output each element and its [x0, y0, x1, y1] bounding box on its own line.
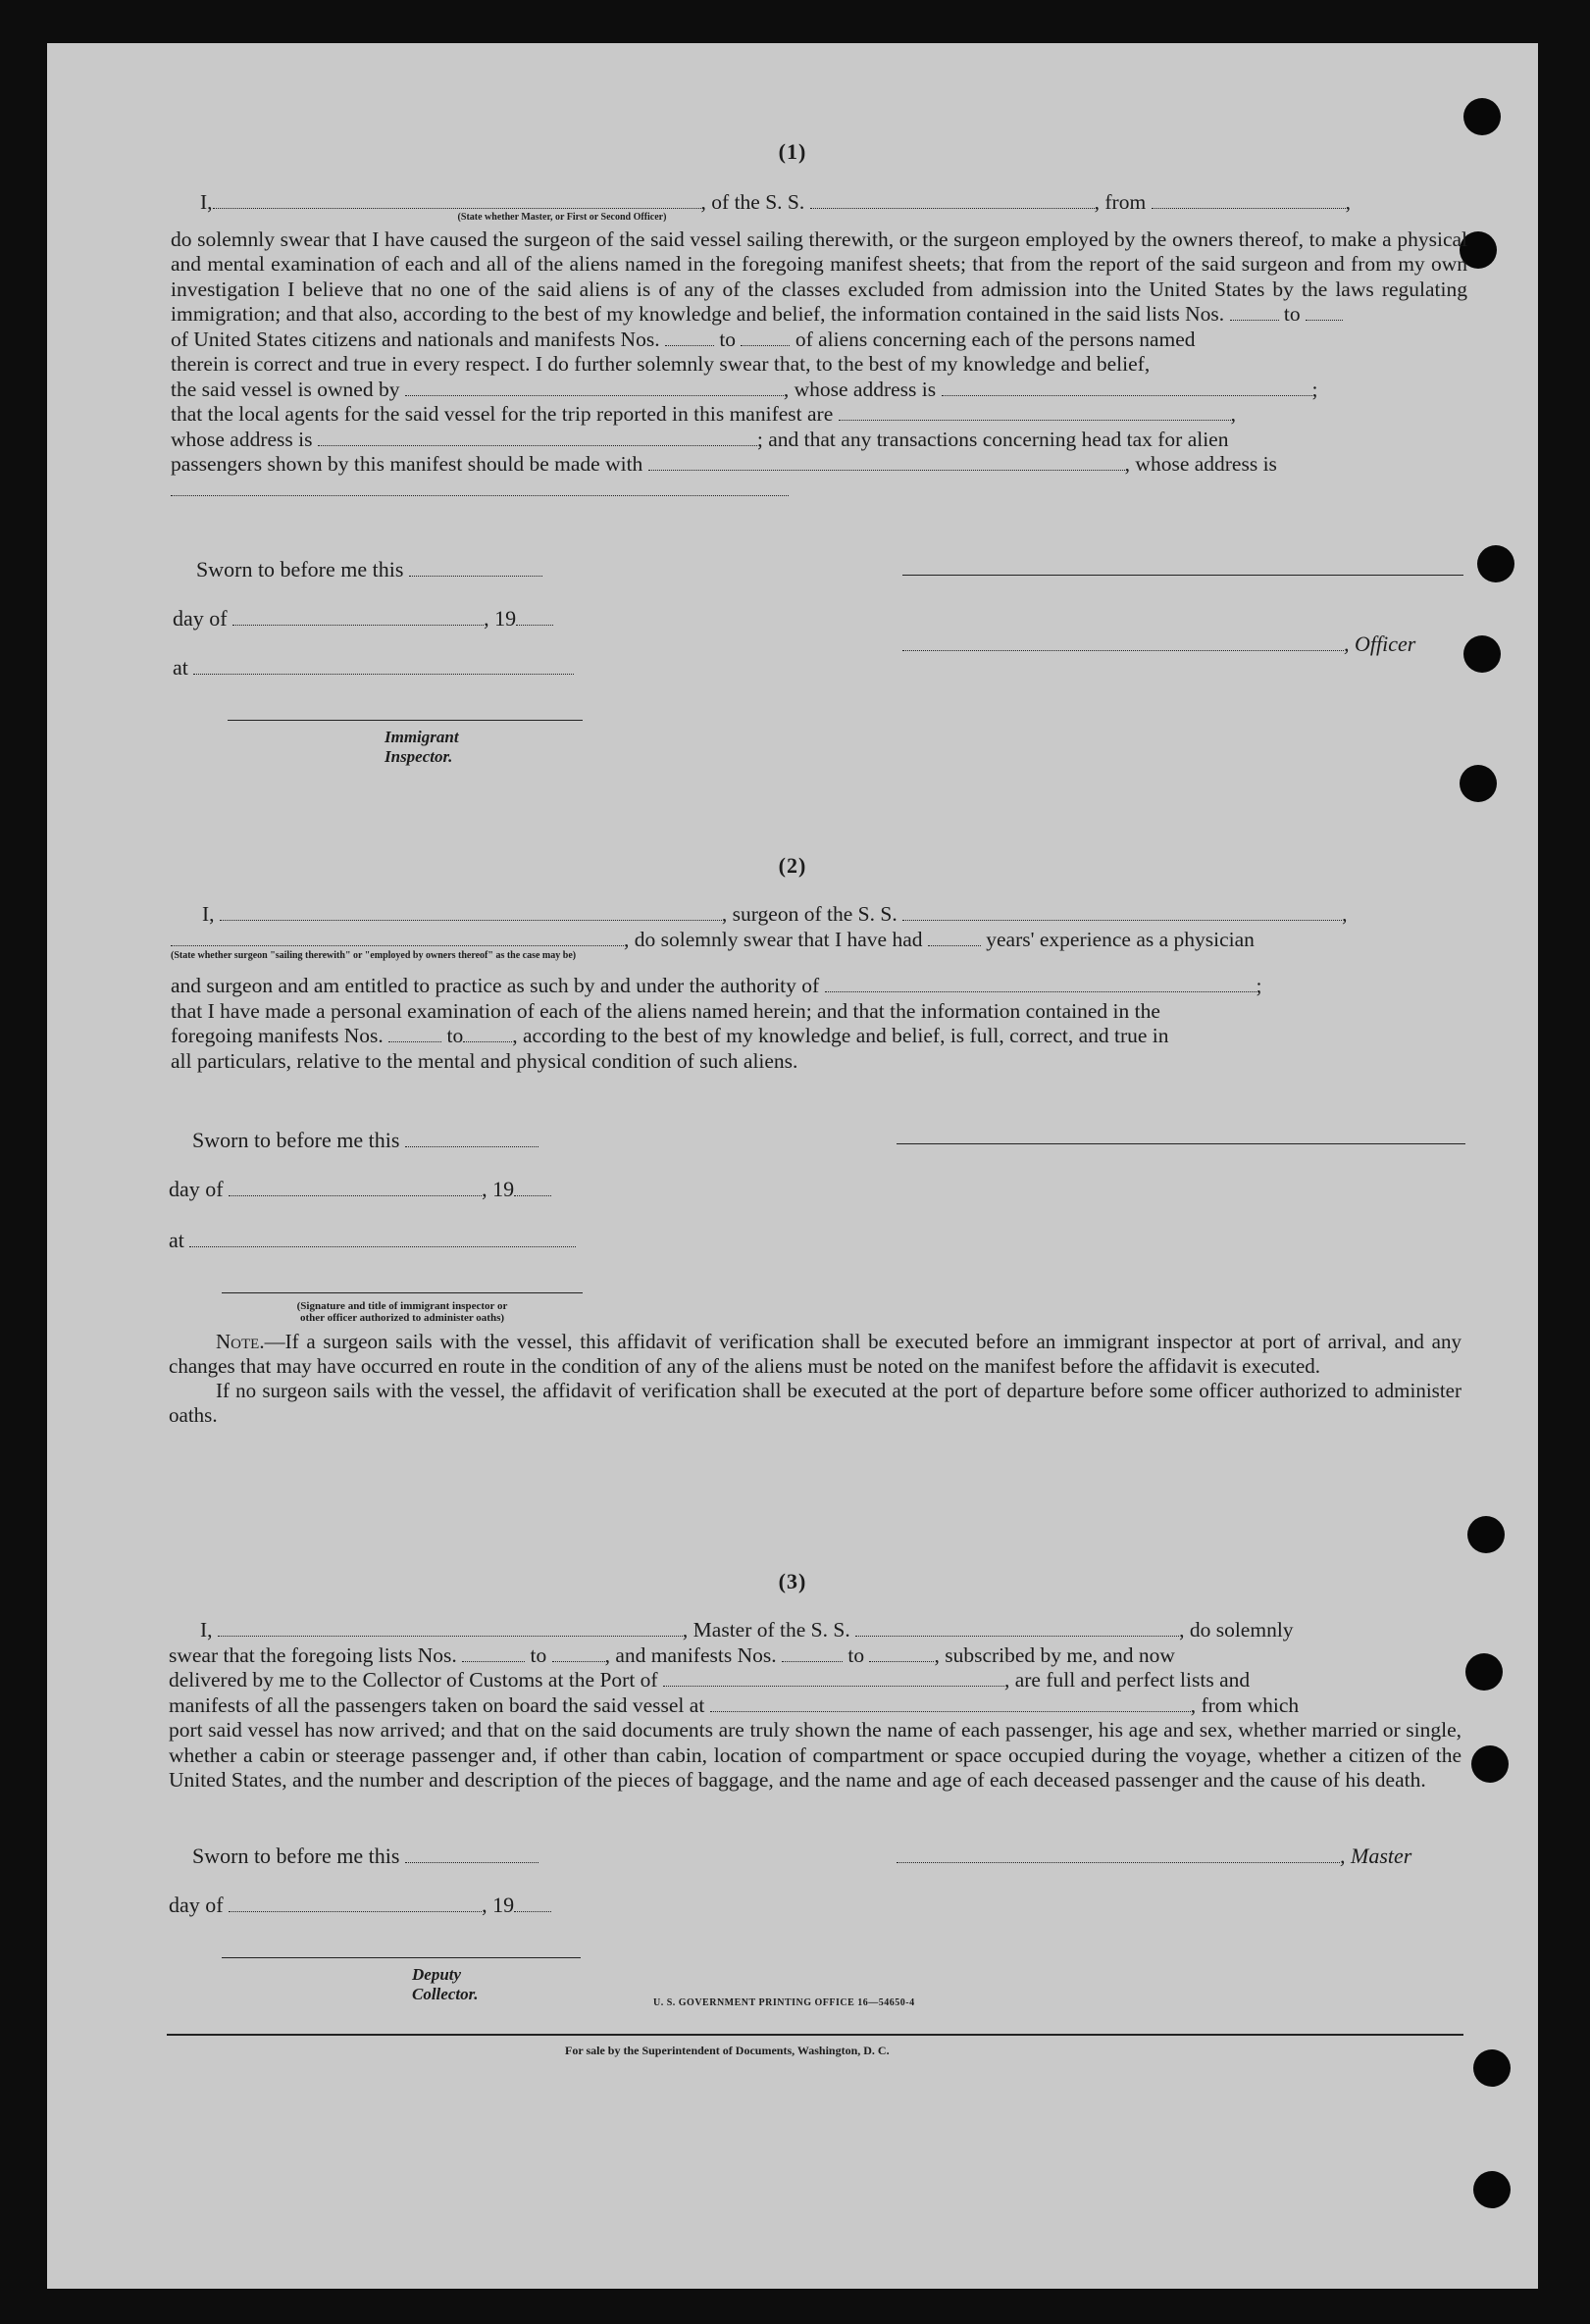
- section-number: (1): [778, 139, 807, 164]
- footer-rule: [167, 2034, 1463, 2036]
- us-citizens-text: of United States citizens and nationals and manifests Nos.: [171, 327, 660, 351]
- owned-by-label: the said vessel is owned by: [171, 377, 400, 401]
- from-which-text: , from which: [1190, 1692, 1300, 1717]
- signature-caption-line1: (Signature and title of immigrant inspector or: [296, 1300, 508, 1312]
- punch-hole: [1463, 635, 1501, 673]
- section3-paragraph: [169, 1618, 1462, 1794]
- local-agents-field[interactable]: [839, 403, 1231, 421]
- section-number: (2): [778, 853, 807, 878]
- punch-hole: [1477, 545, 1514, 582]
- lists-to-field[interactable]: [1306, 303, 1343, 321]
- according-text: , according to the best of my knowledge and belief, is full, correct, and true in: [512, 1024, 1169, 1047]
- punch-hole: [1473, 2171, 1511, 2208]
- at-label: at: [169, 1228, 184, 1252]
- surgeon-signature-line[interactable]: [897, 1143, 1465, 1144]
- section1-body: do solemnly swear that I have caused the surgeon of the said vessel sailing therewith, or the surgeon employed by the owners thereof, to make a physical and mental examination of each and all of the aliens named in the foregoing manifest sheets; that from the report of the said surgeon and from my own investigation I believe that no one of the said aliens is of any of the classes excluded from admission into the United States by the laws regulating immigration; and that also, according to the best of my knowledge and belief, the information contained in the said lists Nos.: [171, 227, 1467, 326]
- officer-caption: (State whether Master, or First or Second Officer): [457, 211, 667, 223]
- month-field[interactable]: [232, 608, 484, 626]
- at-label: at: [173, 655, 188, 680]
- day-of-label: day of: [169, 1177, 224, 1201]
- note-text-1: —If a surgeon sails with the vessel, this affidavit of verification shall be executed before an immigrant inspector at port of arrival, and any changes that may have occurred en route in the condition of any of the aliens must be noted on the manifest before the affidavit is executed.: [169, 1330, 1462, 1378]
- sworn-label: Sworn to before me this: [196, 557, 404, 581]
- inspector-signature-line[interactable]: [228, 720, 583, 721]
- surgeon-ship-field[interactable]: [902, 903, 1342, 921]
- authority-label: and surgeon and am entitled to practice as such by and under the authority of: [171, 974, 820, 997]
- to-label: to: [1283, 302, 1301, 326]
- owner-field[interactable]: [405, 379, 784, 396]
- examination-text: that I have made a personal examination of each of the aliens named herein; and that the information contained in the: [171, 998, 1160, 1023]
- swear-lists-label: swear that the foregoing lists Nos.: [169, 1642, 457, 1667]
- whose-address-label: , whose address is: [1124, 452, 1277, 476]
- and-manifests-label: , and manifests Nos.: [604, 1642, 777, 1667]
- master-name-field[interactable]: [218, 1619, 683, 1637]
- sworn-day-field[interactable]: [405, 1845, 539, 1863]
- master-of-label: , Master of the S. S.: [682, 1618, 850, 1642]
- port-field[interactable]: [663, 1669, 1004, 1687]
- for-sale-notice: For sale by the Superintendent of Documents, Washington, D. C.: [565, 2044, 890, 2057]
- whose-address-label: whose address is: [171, 427, 313, 451]
- document-page: [47, 43, 1538, 2289]
- sworn-label: Sworn to before me this: [192, 1844, 400, 1868]
- passengers-label: passengers shown by this manifest should be made with: [171, 452, 643, 476]
- month-field[interactable]: [229, 1895, 482, 1912]
- officer-title-field[interactable]: [902, 633, 1344, 651]
- gpo-imprint: U. S. GOVERNMENT PRINTING OFFICE 16—54650-4: [653, 1997, 915, 2008]
- to-label: to: [446, 1024, 464, 1047]
- place-field[interactable]: [193, 657, 574, 675]
- month-field[interactable]: [229, 1179, 482, 1196]
- manifests-to-field[interactable]: [741, 328, 790, 346]
- year-label: , 19: [484, 606, 517, 631]
- punch-hole: [1465, 1653, 1503, 1691]
- sworn-label: Sworn to before me this: [192, 1128, 400, 1152]
- authority-field[interactable]: [825, 975, 1257, 992]
- inspector-signature-line[interactable]: [222, 1292, 583, 1293]
- aliens-text: of aliens concerning each of the persons named: [795, 327, 1196, 351]
- year-label: , 19: [482, 1893, 515, 1917]
- sworn-day-field[interactable]: [409, 559, 542, 577]
- day-of-label: day of: [173, 606, 228, 631]
- ship-name-field[interactable]: [810, 191, 1095, 209]
- departure-port-field[interactable]: [710, 1694, 1191, 1712]
- master-label: , Master: [1340, 1844, 1412, 1868]
- all-particulars-text: all particulars, relative to the mental and physical condition of such aliens.: [171, 1048, 798, 1073]
- intro-i: I,: [200, 190, 213, 214]
- to-label: to: [847, 1642, 865, 1667]
- manifests-of-all-text: manifests of all the passengers taken on board the said vessel at: [169, 1692, 705, 1717]
- to-label: to: [719, 327, 737, 351]
- lists-from-field[interactable]: [462, 1644, 525, 1662]
- signature-caption-line2: other officer authorized to administer oaths): [299, 1312, 505, 1324]
- place-field[interactable]: [189, 1230, 576, 1247]
- subscribed-text: , subscribed by me, and now: [934, 1642, 1175, 1667]
- head-tax-contact-field[interactable]: [648, 453, 1125, 471]
- foregoing-label: foregoing manifests Nos.: [171, 1024, 384, 1047]
- whose-address-label: , whose address is: [783, 377, 937, 401]
- punch-hole: [1467, 1516, 1505, 1553]
- lists-to-field[interactable]: [552, 1644, 605, 1662]
- year-field[interactable]: [516, 608, 553, 626]
- head-tax-text: ; and that any transactions concerning head tax for alien: [756, 427, 1229, 451]
- ship-name-field[interactable]: [855, 1619, 1179, 1637]
- local-agents-label: that the local agents for the said vessel for the trip reported in this manifest are: [171, 402, 834, 426]
- years-label: years' experience as a physician: [986, 927, 1255, 951]
- deputy-signature-line[interactable]: [222, 1957, 581, 1958]
- year-field[interactable]: [514, 1179, 551, 1196]
- therein-text: therein is correct and true in every respect. I do further solemnly swear that, to the best of my knowledge and belief,: [171, 352, 1151, 376]
- section3-body: port said vessel has now arrived; and that on the said documents are truly shown the name of each passenger, his age and sex, whether married or single, whether a cabin or steerage passenger and, if other than cabin, location of compartment or space occupied during the voyage, whether a citizen of the United States, and the number and description of the pieces of baggage, and the name and age of each deceased passenger and the cause of his death.: [169, 1718, 1462, 1792]
- deputy-caption: Deputy Collector.: [412, 1965, 479, 2003]
- officer-label: , Officer: [1344, 632, 1416, 656]
- section2-paragraph: I, , surgeon of the S. S. , , do solemnly swear that I have had years' experience as a physician (State whether surgeon "sailing therewith" or "employed by owners thereof" as the case may be) and surgeon and am entitled to practice as such by and under the authority of ; that I have made a personal examination of each of the aliens named herein; and that the information contained in the foregoing manifests Nos. to , according to the best of my knowledge and belief, is full, correct, and true in all particulars, relative to the mental and physical condition of such aliens.: [171, 902, 1467, 1074]
- head-tax-address-field[interactable]: [171, 479, 789, 496]
- signature-caption: [222, 1300, 583, 1324]
- year-label: , 19: [482, 1177, 515, 1201]
- section1-paragraph: I, , of the S. S. , from , (State whether Master, or First or Second Officer) do solemnly swear that I have caused the surgeon of the said vessel sailing therewith, or the surgeon employed by the owners thereof, to make a physical and mental examination of each and all of the aliens named in the foregoing manifest sheets; that from the report of the said surgeon and from my own investigation I believe that no one of the said aliens is of any of the classes excluded from admission into the United States by the laws regulating immigration; and that also, according to the best of my knowledge and belief, the information contained in the said lists Nos. to of United States citizens and nationals and manifests Nos. to of aliens concerning each of the persons named therein is correct and true in every respect. I do further solemnly swear that, to the best of my knowledge and belief, the said vessel is owned by , whose address is ; that the local agents for the said vessel for the trip reported in this manifest are , whose address is ; and that any transactions concerning head tax for alien passengers shown by this manifest should be made with , whose address is: [171, 190, 1467, 502]
- manifests-to-field[interactable]: [463, 1025, 512, 1042]
- full-perfect-text: , are full and perfect lists and: [1003, 1668, 1251, 1692]
- punch-hole: [1471, 1745, 1509, 1783]
- punch-hole: [1463, 98, 1501, 135]
- swear-label: , do solemnly swear that I have had: [624, 927, 923, 951]
- from-port-field[interactable]: [1152, 191, 1346, 209]
- agents-address-field[interactable]: [318, 429, 757, 446]
- manifests-to-field[interactable]: [869, 1644, 934, 1662]
- of-ss-label: , of the S. S.: [700, 190, 805, 214]
- note-text-2: If no surgeon sails with the vessel, the affidavit of verification shall be executed at the port of departure before some officer authorized to administer oaths.: [169, 1379, 1462, 1427]
- officer-name-field[interactable]: [213, 191, 701, 209]
- delivered-text: delivered by me to the Collector of Customs at the Port of: [169, 1668, 658, 1692]
- owner-address-field[interactable]: [942, 379, 1312, 396]
- intro-i: I,: [202, 902, 215, 926]
- manifests-from-field[interactable]: [388, 1025, 441, 1042]
- officer-signature-line[interactable]: [902, 575, 1463, 576]
- day-of-label: day of: [169, 1893, 224, 1917]
- manifests-from-field[interactable]: [782, 1644, 843, 1662]
- years-field[interactable]: [928, 929, 981, 946]
- surgeon-caption: (State whether surgeon "sailing therewith" or "employed by owners thereof" as the case may be): [171, 950, 577, 961]
- year-field[interactable]: [514, 1895, 551, 1912]
- lists-from-field[interactable]: [1230, 303, 1279, 321]
- intro-i: I,: [200, 1618, 213, 1642]
- inspector-caption: Immigrant Inspector.: [385, 728, 459, 766]
- sworn-day-field[interactable]: [405, 1130, 539, 1147]
- manifests-from-field[interactable]: [665, 328, 714, 346]
- punch-hole: [1460, 765, 1497, 802]
- master-signature-field[interactable]: [897, 1845, 1340, 1863]
- section-number: (3): [778, 1569, 807, 1593]
- do-solemnly-label: , do solemnly: [1179, 1618, 1294, 1642]
- surgeon-of-label: , surgeon of the S. S.: [721, 902, 898, 926]
- punch-hole: [1473, 2049, 1511, 2087]
- note-block: [169, 1330, 1462, 1428]
- surgeon-name-field[interactable]: [220, 903, 722, 921]
- to-label: to: [530, 1642, 547, 1667]
- note-label: Note.: [216, 1330, 265, 1353]
- surgeon-status-field[interactable]: [171, 929, 624, 946]
- from-label: , from: [1094, 190, 1147, 214]
